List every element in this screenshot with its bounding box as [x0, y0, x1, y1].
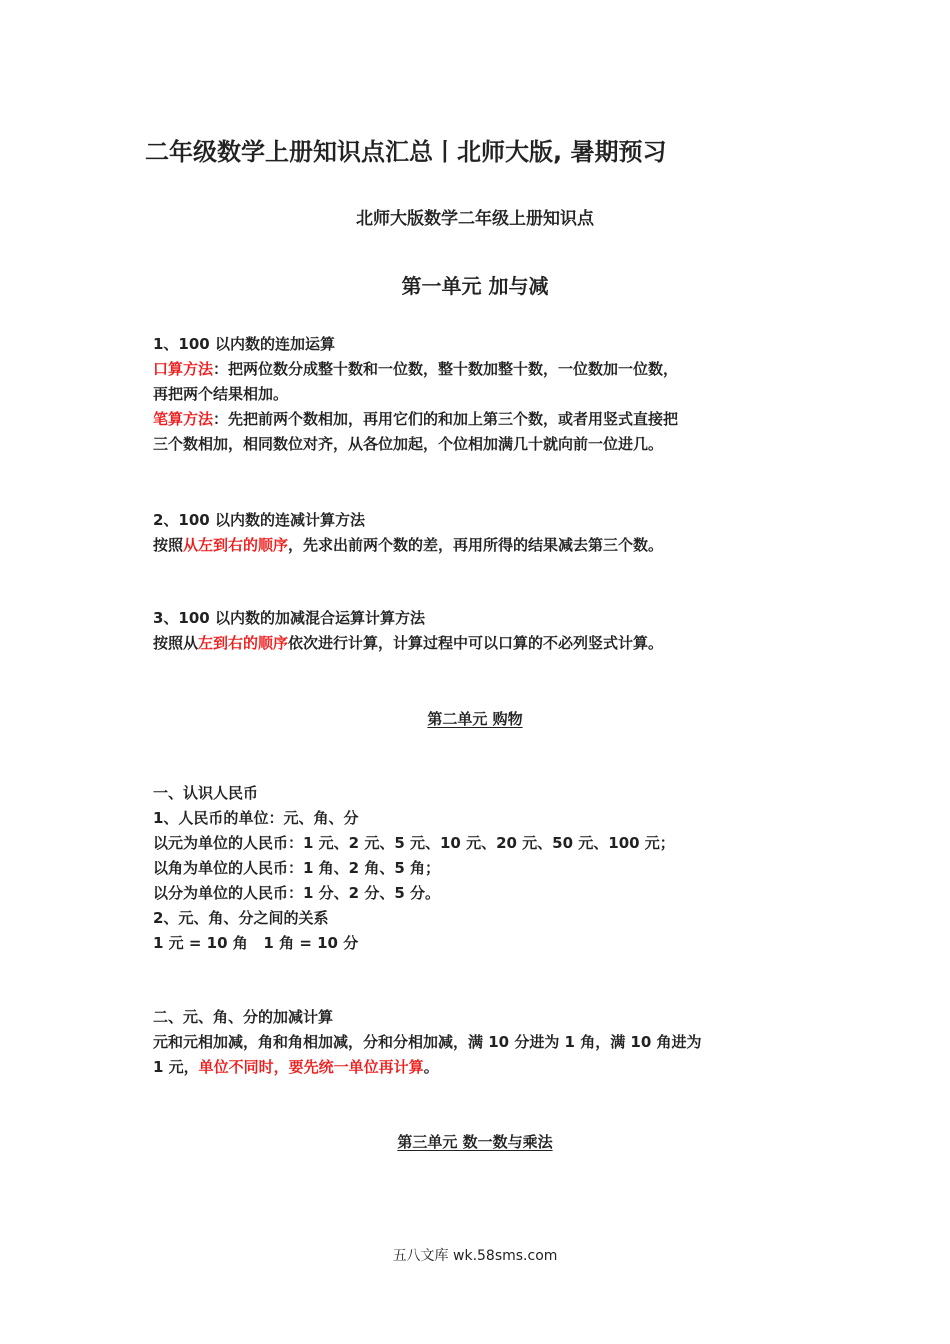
list-item: 1、人民币的单位：元、角、分 [153, 809, 359, 827]
section-body [153, 631, 813, 656]
text-run: ，先求出前两个数的差，再用所得的结果减去第三个数。 [288, 536, 664, 554]
written-method-text: ：先把前两个数相加，再用它们的和加上第三个数，或者用竖式直接把 [213, 410, 679, 428]
unit-1-heading: 第一单元 加与减 [401, 274, 549, 298]
footer-watermark: 五八文库 wk.58sms.com [392, 1248, 558, 1264]
highlight-text: 单位不同时，要先统一单位再计算 [198, 1058, 424, 1076]
written-method-label: 笔算方法 [153, 410, 214, 428]
list-item: 以元为单位的人民币：1 元、2 元、5 元、10 元、20 元、50 元、100 元； [153, 834, 675, 852]
list-item: 1 元 = 10 角 1 角 = 10 分 [153, 934, 359, 952]
page-title: 二年级数学上册知识点汇总丨北师大版, 暑期预习 [145, 138, 667, 166]
unit-3-heading [0, 1131, 950, 1152]
unit-3-heading-text: 第三单元 数一数与乘法 [397, 1133, 553, 1151]
section-mixed-operations [153, 606, 813, 656]
text-run: 依次进行计算，计算过程中可以口算的不必列竖式计算。 [288, 634, 664, 652]
section-heading: 二、元、角、分的加减计算 [153, 1008, 334, 1026]
written-method-line-2: 三个数相加，相同数位对齐，从各位加起，个位相加满几十就向前一位进几。 [153, 435, 664, 453]
section-heading: 一、认识人民币 [153, 784, 259, 802]
list-item: 以分为单位的人民币：1 分、2 分、5 分。 [153, 884, 440, 902]
section-addition [153, 332, 813, 457]
oral-method-line-2: 再把两个结果相加。 [153, 385, 289, 403]
oral-method-text: ：把两位数分成整十数和一位数，整十数加整十数，一位数加一位数， [213, 360, 679, 378]
written-method-line-1 [153, 407, 813, 432]
list-item: 以角为单位的人民币：1 角、2 角、5 角； [153, 859, 440, 877]
section-body-line-1: 元和元相加减，角和角相加减，分和分相加减，满 10 分进为 1 角，满 10 角进为 [153, 1033, 702, 1051]
unit-2-heading-text: 第二单元 购物 [427, 710, 523, 728]
section-heading: 1、100 以内数的连加运算 [153, 335, 335, 353]
section-heading: 2、100 以内数的连减计算方法 [153, 511, 365, 529]
text-run: 。 [423, 1058, 439, 1076]
oral-method-line-1 [153, 357, 813, 382]
section-subtraction [153, 508, 813, 558]
section-heading: 3、100 以内数的加减混合运算计算方法 [153, 609, 425, 627]
unit-2-heading [0, 708, 950, 729]
text-run: 1 元， [153, 1058, 199, 1076]
section-rmb [153, 781, 813, 956]
section-body-line-2 [153, 1055, 813, 1080]
text-run: 按照从 [153, 634, 199, 652]
highlight-text: 左到右的顺序 [198, 634, 289, 652]
section-body [153, 533, 813, 558]
text-run: 按照 [153, 536, 184, 554]
document-subtitle: 北师大版数学二年级上册知识点 [356, 209, 594, 229]
oral-method-label: 口算方法 [153, 360, 214, 378]
section-rmb-calculation [153, 1005, 813, 1080]
highlight-text: 从左到右的顺序 [183, 536, 289, 554]
list-item: 2、元、角、分之间的关系 [153, 909, 329, 927]
